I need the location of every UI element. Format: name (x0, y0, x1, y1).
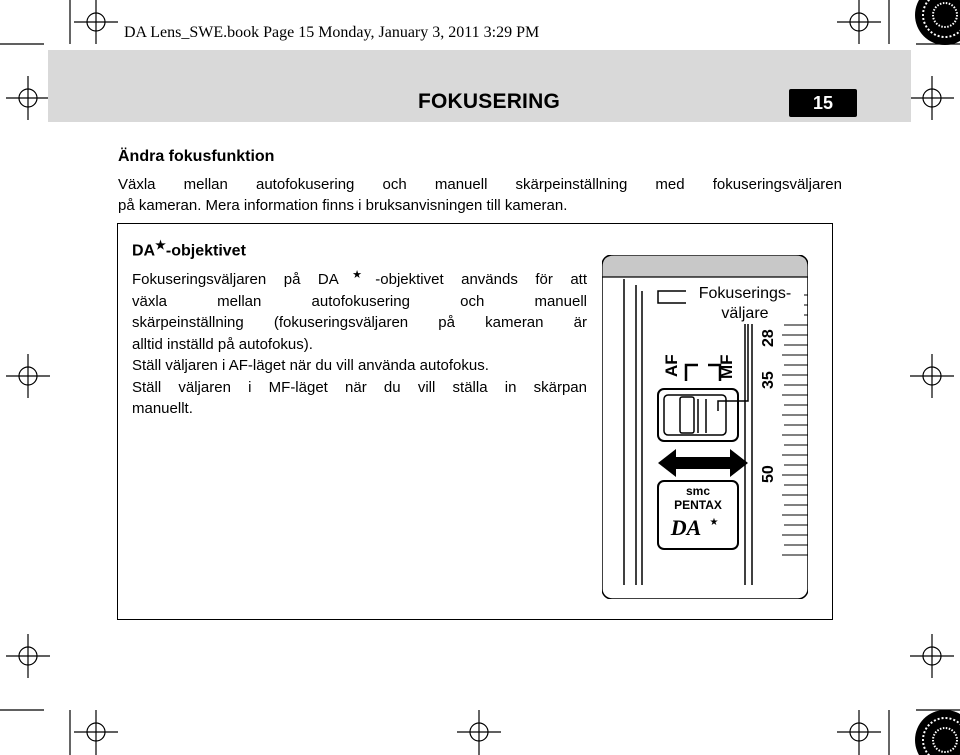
box-title (132, 238, 246, 260)
callout-line: väljare (721, 305, 769, 322)
focal-mark-28: 28 (760, 329, 777, 347)
brand-pentax: PENTAX (674, 498, 722, 512)
switch-label-af: AF (662, 354, 681, 377)
star-target-bottom (915, 710, 960, 755)
box-line: alltid inställd på autofokus). (132, 335, 313, 353)
box-line: Ställ väljaren i MF-läget när du vill ställa in skärpan (132, 378, 587, 396)
focal-mark-50: 50 (760, 465, 777, 483)
box-line: Fokuseringsväljaren på DA★-objektivet används för att (132, 269, 587, 288)
box-line: Ställ väljaren i AF-läget när du vill använda autofokus. (132, 357, 489, 374)
box-text (132, 265, 587, 420)
star-icon: ★ (709, 517, 719, 528)
star-icon: ★ (155, 238, 166, 252)
intro-line: Växla mellan autofokusering och manuell skärpeinställning med fokuseringsväljaren (118, 176, 842, 193)
lens-top-ring (602, 255, 808, 277)
intro-line: på kameran. Mera information finns i bruksanvisningen till kameran. (118, 197, 568, 214)
subheading: Ändra fokusfunktion (118, 148, 275, 165)
callout-label (686, 284, 804, 324)
brand-smc: smc (685, 484, 711, 498)
page-info: DA Lens_SWE.book Page 15 Monday, January 3, 2011 3:29 PM (124, 24, 540, 41)
title-da: DA (132, 242, 156, 260)
star-icon: ★ (338, 269, 376, 281)
section-title: FOKUSERING (417, 90, 560, 113)
page-number-badge: 15 (789, 89, 857, 117)
box-line: manuellt. (132, 400, 193, 417)
box-line: växla mellan autofokusering och manuell (132, 292, 587, 310)
brand-da: DA (670, 515, 702, 540)
box-line: skärpeinställning (fokuseringsväljaren på kameran är (132, 314, 587, 331)
title-suffix: -objektivet (165, 242, 246, 260)
star-target-top (915, 0, 960, 45)
focal-mark-35: 35 (760, 371, 777, 389)
callout-line: Fokuserings- (698, 285, 792, 302)
switch-label-mf: MF (717, 354, 736, 379)
intro-paragraph (118, 174, 842, 216)
